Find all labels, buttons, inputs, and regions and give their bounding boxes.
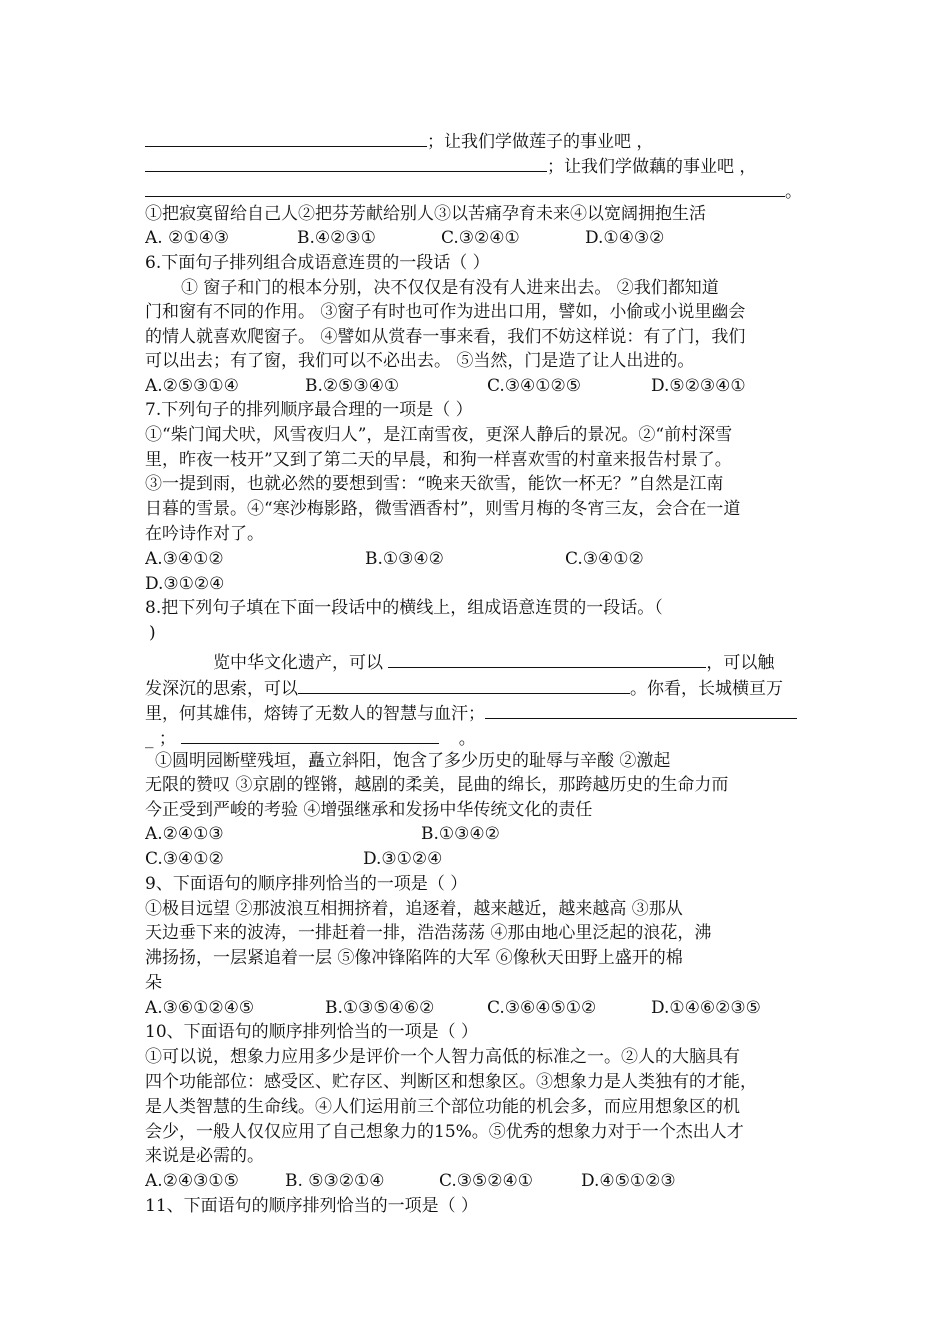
- q8-options-row-2: [145, 847, 815, 871]
- q8-passage-line-2: 发深沉的思索，可以 。你看，长城横亘万: [145, 675, 815, 699]
- q7-text-line: ③一提到雨，也就必然的要想到雪：“晚来天欲雪，能饮一杯无？”自然是江南: [145, 474, 724, 494]
- q8-passage-line-4: _ ； 。: [145, 725, 815, 749]
- q10-text-line: 会少，一般人仅仅应用了自己想象力的15%。⑤优秀的想象力对于一个杰出人才: [145, 1122, 744, 1142]
- q6-text-line: ① 窗子和门的根本分别，决不仅仅是有没有人进来出去。 ②我们都知道: [181, 278, 719, 298]
- option-c[interactable]: C.③④①②: [145, 849, 224, 869]
- q6-options: [145, 374, 815, 398]
- q8-items-line: ①圆明园断壁残垣，矗立斜阳，饱含了多少历史的耻辱与辛酸 ②激起: [155, 751, 671, 771]
- option-d[interactable]: D.④⑤①②③: [581, 1171, 676, 1191]
- q8-stem-close: ): [149, 623, 156, 643]
- q10-text-line: 四个功能部位：感受区、贮存区、判断区和想象区。③想象力是人类独有的才能，: [145, 1072, 757, 1092]
- q6-stem: 6.下面句子排列组合成语意连贯的一段话（ ）: [145, 253, 490, 273]
- option-a[interactable]: A.②④③①⑤: [145, 1171, 239, 1191]
- option-b[interactable]: B.①③④②: [365, 549, 444, 569]
- answer-blank[interactable]: [485, 700, 797, 719]
- option-a[interactable]: A.③⑥①②④⑤: [145, 998, 255, 1018]
- q10-text-line: 是人类智慧的生命线。④人们运用前三个部位功能的机会多，而应用想象区的机: [145, 1097, 740, 1117]
- option-b[interactable]: B.④②③①: [297, 228, 376, 248]
- q7-options-row-2: [145, 572, 815, 596]
- q9-text-line: 沸扬扬，一层紧追着一层 ⑤像冲锋陷阵的大军 ⑥像秋天田野上盛开的棉: [145, 948, 683, 968]
- q11-stem: 11、下面语句的顺序排列恰当的一项是（ ）: [145, 1196, 479, 1216]
- answer-blank[interactable]: [181, 725, 439, 744]
- q7-text-line: 里，昨夜一枝开”又到了第二天的早晨，和狗一样喜欢雪的村童来报告村景了。: [145, 450, 732, 470]
- option-b[interactable]: B.①③④②: [421, 824, 500, 844]
- q10-stem: 10、下面语句的顺序排列恰当的一项是（ ）: [145, 1022, 479, 1042]
- q9-text-line: 朵: [145, 973, 162, 993]
- q9-text-line: 天边垂下来的波涛，一排赶着一排，浩浩荡荡 ④那由地心里泛起的浪花，沸: [145, 923, 712, 943]
- option-d[interactable]: D.①④③②: [585, 228, 665, 248]
- option-d[interactable]: D.③①②④: [145, 574, 225, 594]
- q7-options-row-1: [145, 547, 815, 571]
- q10-options: [145, 1169, 815, 1193]
- answer-blank[interactable]: [298, 675, 630, 694]
- q6-text-line: 可以出去；有了窗，我们可以不必出去。 ⑤当然，门是造了让人出进的。: [145, 351, 695, 371]
- option-a[interactable]: A. ②①④③: [145, 228, 230, 248]
- q9-options: [145, 996, 815, 1020]
- q8-items-line: 无限的赞叹 ③京剧的铿锵，越剧的柔美，昆曲的绵长，那跨越历史的生命力而: [145, 775, 729, 795]
- option-b[interactable]: B. ⑤③②①④: [285, 1171, 385, 1191]
- q10-text-line: 来说是必需的。: [145, 1146, 264, 1166]
- q5-options: [145, 226, 815, 250]
- q5-blank-line-3: 。: [145, 178, 815, 202]
- option-c[interactable]: C.③⑥④⑤①②: [487, 998, 597, 1018]
- option-d[interactable]: D.①④⑥②③⑤: [651, 998, 761, 1018]
- q5-blank-line-1: ；让我们学做莲子的事业吧 ，: [145, 128, 815, 152]
- option-d[interactable]: D.⑤②③④①: [651, 376, 746, 396]
- option-a[interactable]: A.②⑤③①④: [145, 376, 239, 396]
- option-d[interactable]: D.③①②④: [363, 849, 443, 869]
- option-c[interactable]: C.③②④①: [441, 228, 520, 248]
- option-a[interactable]: A.②④①③: [145, 824, 224, 844]
- answer-blank[interactable]: [145, 178, 785, 197]
- answer-blank[interactable]: [388, 649, 706, 668]
- q5-items: ①把寂寞留给自己人②把芬芳献给别人③以苦痛孕育未来④以宽阔拥抱生活: [145, 204, 706, 224]
- option-b[interactable]: B.①③⑤④⑥②: [325, 998, 435, 1018]
- q6-text-line: 门和窗有不同的作用。 ③窗子有时也可作为进出口用，譬如，小偷或小说里幽会: [145, 302, 746, 322]
- option-b[interactable]: B.②⑤③④①: [305, 376, 400, 396]
- q10-text-line: ①可以说，想象力应用多少是评价一个人智力高低的标准之一。②人的大脑具有: [145, 1047, 740, 1067]
- q8-passage-line-1: 览中华文化遗产，可以 ，可以触: [145, 649, 815, 673]
- option-c[interactable]: C.③④①②: [565, 549, 644, 569]
- q9-stem: 9、下面语句的顺序排列恰当的一项是（ ）: [145, 874, 468, 894]
- option-c[interactable]: C.③④①②⑤: [487, 376, 582, 396]
- option-c[interactable]: C.③⑤②④①: [439, 1171, 534, 1191]
- q8-stem: 8.把下列句子填在下面一段话中的横线上，组成语意连贯的一段话。（: [145, 598, 663, 618]
- answer-blank[interactable]: [145, 153, 547, 172]
- q6-text-line: 的情人就喜欢爬窗子。 ④譬如从赏春一事来看，我们不妨这样说：有了门，我们: [145, 327, 746, 347]
- q8-passage-line-3: 里，何其雄伟，熔铸了无数人的智慧与血汗；: [145, 700, 815, 724]
- q8-items-line: 今正受到严峻的考验 ④增强继承和发扬中华传统文化的责任: [145, 800, 593, 820]
- q7-text-line: 在吟诗作对了。: [145, 524, 264, 544]
- q7-text-line: ①“柴门闻犬吠，风雪夜归人”，是江南雪夜，更深人静后的景况。②“前村深雪: [145, 425, 733, 445]
- q7-text-line: 日暮的雪景。④“寒沙梅影路，微雪酒香村”，则雪月梅的冬宵三友，会合在一道: [145, 499, 741, 519]
- answer-blank[interactable]: [145, 128, 427, 147]
- q8-options-row-1: [145, 822, 815, 846]
- option-a[interactable]: A.③④①②: [145, 549, 224, 569]
- q9-text-line: ①极目远望 ②那波浪互相拥挤着，追逐着，越来越近，越来越高 ③那从: [145, 899, 683, 919]
- q7-stem: 7.下列句子的排列顺序最合理的一项是（ ）: [145, 400, 473, 420]
- q5-blank-line-2: ；让我们学做藕的事业吧 ，: [145, 153, 815, 177]
